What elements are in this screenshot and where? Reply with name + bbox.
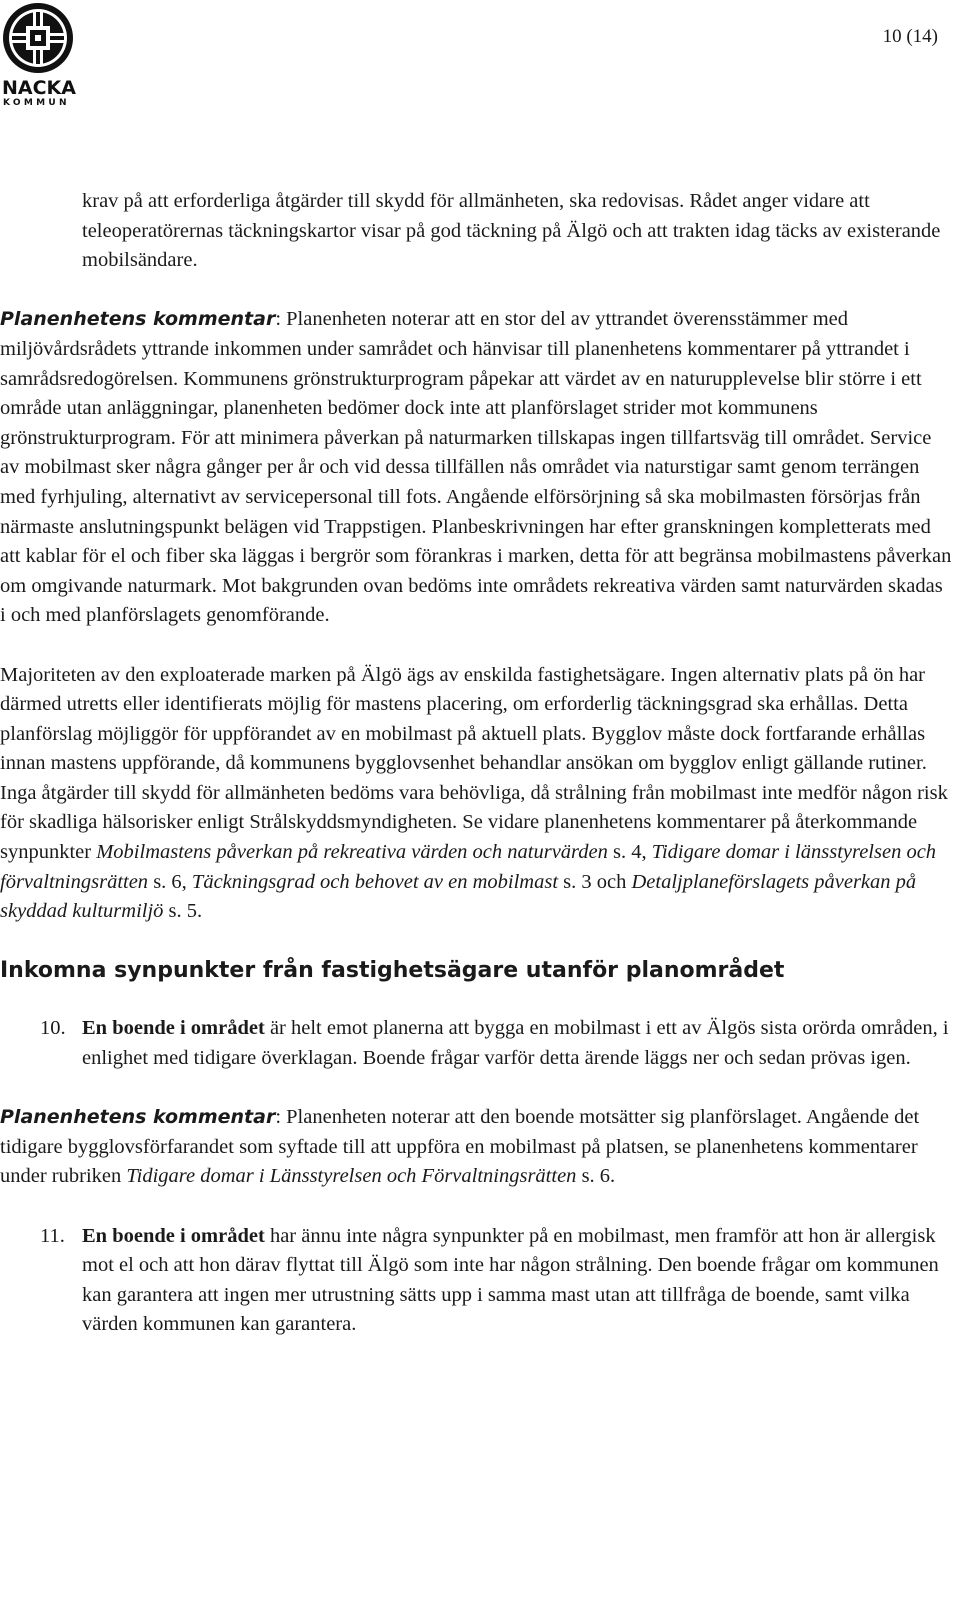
reference-page: s. 4,	[607, 841, 652, 864]
nacka-emblem-icon	[2, 2, 74, 74]
reference-coverage: Täckningsgrad och behovet av en mobilmast	[191, 870, 559, 893]
paragraph-text: Majoriteten av den exploaterade marken på Älgö ägs av enskilda fastighetsägare. Ingen alternativ plats på ön har därmed utretts eller identifierats möjlig för mastens placering, om erforderlig täckningsgrad ska erhållas. Detta planförslag möjliggör för uppförandet av en mobilmast på aktuell plats. Bygglov måste dock fortfarande erhållas innan mastens uppförande, då kommunens bygglovsenhet behandlar ansökan om bygglov enligt gällande rutiner. Inga åtgärder till skydd för allmänheten bedöms vara behövliga, då strålning från mobilmast inte medför någon risk för skadliga hälsorisker enligt Strålskyddsmyndigheten. Se vidare planenhetens kommentarer på återkommande synpunkter	[0, 663, 948, 864]
list-number: 10.	[40, 1017, 66, 1040]
comment-label-colon: :	[275, 308, 282, 331]
list-subject: En boende i området	[82, 1224, 265, 1247]
reference-page: s. 6.	[576, 1165, 616, 1188]
reference-page: s. 5.	[163, 900, 203, 923]
list-number: 11.	[40, 1224, 65, 1247]
list-subject: En boende i området	[82, 1017, 265, 1040]
logo-subtitle: KOMMUN	[3, 98, 70, 108]
reference-previous-rulings: Tidigare domar i Länsstyrelsen och Förvaltningsrätten	[126, 1165, 577, 1188]
section-heading: Inkomna synpunkter från fastighetsägare utanför planområdet	[0, 958, 785, 984]
document-body	[0, 187, 952, 1370]
reference-page: s. 6,	[148, 870, 192, 893]
page-number: 10 (14)	[882, 26, 938, 47]
comment-label: Planenhetens kommentar	[0, 308, 276, 331]
paragraph-continued: krav på att erforderliga åtgärder till skydd för allmänheten, ska redovisas. Rådet anger vidare att teleoperatörernas täckningskartor visar på god täckning på Älgö och att trakten idag täcks av existerande mobilsändare.	[82, 190, 941, 272]
logo-name: NACKA	[2, 77, 76, 99]
reference-previous-rulings: Tidigare domar i länsstyrelsen och förvaltningsrätten	[0, 841, 937, 893]
comment-text: Planenheten noterar att en stor del av yttrandet överensstämmer med miljövårdsrådets yttrande inkommen under samrådet och hänvisar till planenhetens kommentarer på yttrandet i samrådsredogörelsen. Kommunens grönstrukturprogram påpekar att värdet av en naturupplevelse blir större i ett område utan anläggningar, planenheten bedömer dock inte att planförslaget strider mot kommunens grönstrukturprogram. För att minimera påverkan på naturmarken tillskapas ingen tillfartsväg till området. Service av mobilmast sker några gånger per år och vid dessa tillfällen nås området via naturstigar samt genom terrängen med fyrhjuling, alternativt av servicepersonal till fots. Angående elförsörjning så ska mobilmasten försörjas från närmaste anslutningspunkt belägen vid Trappstigen. Planbeskrivningen har efter granskningen kompletterats med att kablar för el och fiber ska läggas i bergrör som förankras i marken, detta för att begränsa mobilmastens påverkan om omgivande naturmark. Mot bakgrunden ovan bedöms inte områdets rekreativa värden samt naturvärden skadas i och med planförslagets genomförande.	[0, 308, 952, 627]
planning-comment-2	[0, 1103, 952, 1192]
comment-label-colon: :	[275, 1106, 282, 1129]
list-text: är helt emot planerna att bygga en mobilmast i ett av Älgös sista orörda områden, i enlighet med tidigare överklagan. Boende frågar varför detta ärende läggs ner och sedan prövas igen.	[82, 1017, 949, 1070]
reference-recreational-values: Mobilmastens påverkan på rekreativa värden och naturvärden	[96, 841, 608, 864]
reference-cultural-environment: Detaljplaneförslagets påverkan på skyddad kulturmiljö	[0, 870, 917, 923]
reference-page: s. 3 och	[558, 870, 632, 893]
comment-text: Planenheten noterar att den boende motsätter sig planförslaget. Angående det tidigare bygglovsförfarandet som syftade till att uppföra en mobilmast på platsen, se planenhetens kommentarer under rubriken	[0, 1106, 920, 1188]
nacka-kommun-logo	[0, 0, 80, 115]
paragraph-majority	[0, 661, 952, 927]
planning-comment-1	[0, 305, 952, 631]
list-text: har ännu inte några synpunkter på en mobilmast, men framför att hon är allergisk mot el och att hon därav flyttat till Älgö som inte har någon strålning. Den boende frågar om kommunen kan garantera att ingen mer utrustning sätts upp i samma mast utan att tillfråga de boende, samt vilka värden kommunen kan garantera.	[82, 1224, 939, 1336]
comment-label: Planenhetens kommentar	[0, 1106, 276, 1129]
list-item-10	[0, 1014, 952, 1073]
list-item-11	[0, 1222, 952, 1340]
